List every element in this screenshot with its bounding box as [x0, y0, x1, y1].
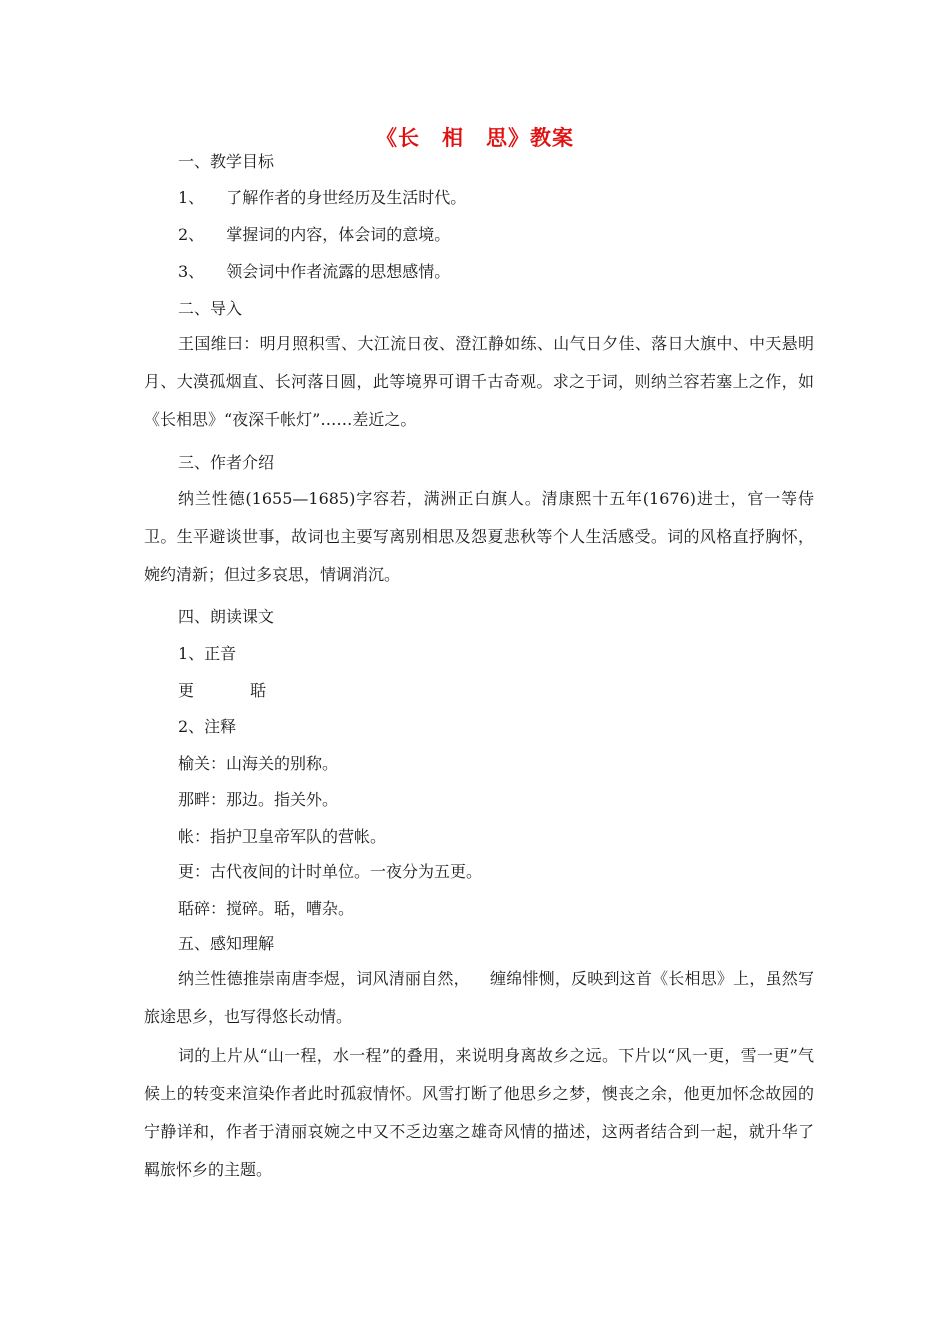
note-item: 帐：指护卫皇帝军队的营帐。	[178, 827, 387, 846]
note-item: 更：古代夜间的计时单位。一夜分为五更。	[178, 862, 483, 881]
goal-item-2	[178, 224, 450, 246]
goal-text: 了解作者的身世经历及生活时代。	[226, 188, 467, 207]
intro-paragraph: 王国维曰：明月照积雪、大江流日夜、澄江静如练、山气日夕佳、落日大旗中、中天悬明月、大漠孤烟直、长河落日圆，此等境界可谓千古奇观。求之于词，则纳兰容若塞上之作，如《长相思》“夜深千帐灯”……差近之。	[144, 334, 814, 429]
note-item: 榆关：山海关的别称。	[178, 754, 339, 773]
section-heading-reading: 四、朗读课文	[178, 607, 275, 626]
pron-char: 聒	[250, 681, 267, 700]
section-heading-intro: 二、导入	[178, 299, 243, 318]
perception-text: 缠绵悱恻，反映到这首《长相思》上，虽然写旅途思乡，也写得悠长动情。	[144, 969, 814, 1026]
goal-number: 2、	[178, 225, 205, 244]
section-heading-author: 三、作者介绍	[178, 453, 275, 472]
pron-char: 更	[178, 681, 195, 700]
goal-number: 3、	[178, 262, 205, 281]
note-item: 聒碎：搅碎。聒，嘈杂。	[178, 899, 355, 918]
perception-paragraph-1	[144, 960, 814, 1036]
note-item: 那畔：那边。指关外。	[178, 790, 339, 809]
goal-item-3	[178, 261, 450, 283]
author-paragraph: 纳兰性德(1655—1685)字容若，满洲正白旗人。清康熙十五年(1676)进士，官一等侍卫。生平避谈世事，故词也主要写离别相思及怨夏悲秋等个人生活感受。词的风格直抒胸怀，婉约清新；但过多哀思，情调消沉。	[144, 489, 814, 584]
section-heading-goals: 一、教学目标	[178, 152, 275, 171]
goal-number: 1、	[178, 188, 205, 207]
pronunciation-chars	[178, 680, 266, 702]
section-heading-perception: 五、感知理解	[178, 934, 275, 953]
goal-item-1	[178, 187, 466, 209]
goal-text: 领会词中作者流露的思想感情。	[226, 262, 451, 281]
perception-text: 纳兰性德推崇南唐李煜，词风清丽自然，	[178, 969, 470, 988]
pronunciation-heading: 1、正音	[178, 644, 237, 663]
perception-paragraph-2: 词的上片从“山一程，水一程”的叠用，来说明身离故乡之远。下片以“风一更，雪一更”气候上的转变来渲染作者此时孤寂情怀。风雪打断了他思乡之梦，懊丧之余，他更加怀念故园的宁静详和，作者于清丽哀婉之中又不乏边塞之雄奇风情的描述，这两者结合到一起，就升华了羁旅怀乡的主题。	[144, 1046, 814, 1179]
notes-heading: 2、注释	[178, 717, 237, 736]
goal-text: 掌握词的内容，体会词的意境。	[226, 225, 451, 244]
document-title: 《长 相 思》教案	[376, 125, 574, 150]
